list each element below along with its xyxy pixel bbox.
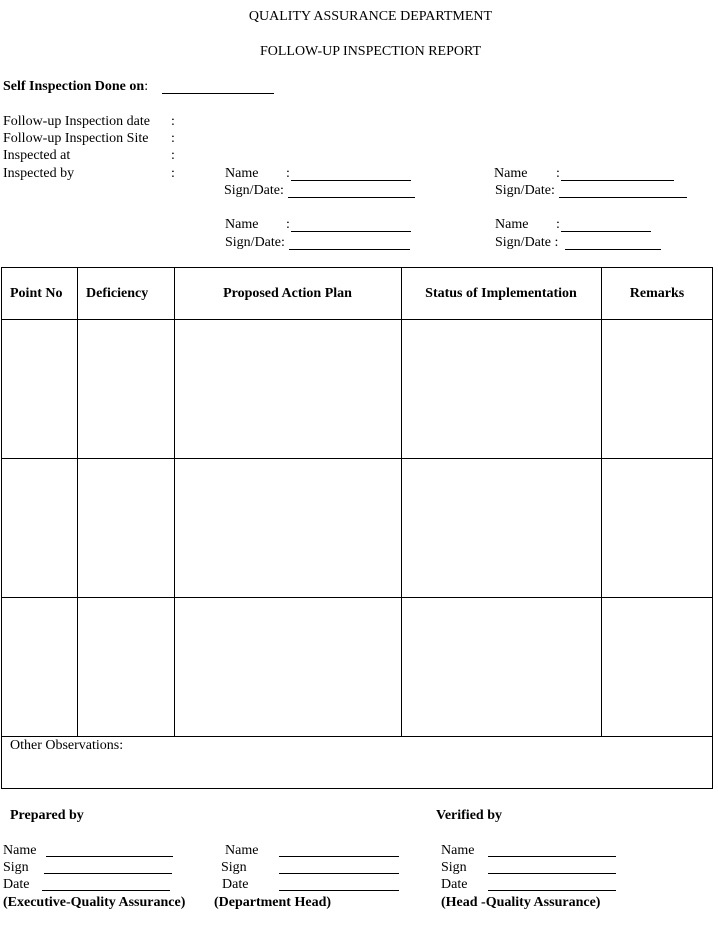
- detail-colon: :: [171, 131, 175, 146]
- column-header-action-plan: Proposed Action Plan: [223, 285, 352, 301]
- self-inspection-line: [3, 79, 148, 95]
- signatory-name-field[interactable]: [488, 856, 616, 857]
- signatory-date-field[interactable]: [488, 890, 616, 891]
- prepared-by-heading: Prepared by: [10, 808, 84, 823]
- inspector-name-label: Name: [225, 166, 259, 181]
- signatory-name-label: Name: [3, 843, 37, 858]
- signatory-sign-label: Sign: [221, 860, 247, 875]
- signatory-sign-field[interactable]: [279, 873, 399, 874]
- inspector-name-colon: :: [286, 166, 290, 181]
- table-row[interactable]: [1, 320, 713, 458]
- signatory-name-field[interactable]: [46, 856, 173, 857]
- column-header-point-no: Point No: [10, 285, 63, 301]
- table-row-divider: [1, 736, 713, 737]
- inspector-sign-label: Sign/Date :: [495, 235, 559, 250]
- inspector-sign-field[interactable]: [289, 249, 410, 250]
- inspector-name-field[interactable]: [291, 180, 411, 181]
- signatory-role: (Executive-Quality Assurance): [3, 895, 186, 910]
- column-header-deficiency: Deficiency: [86, 285, 149, 301]
- detail-label-followup-date: Follow-up Inspection date: [3, 114, 150, 129]
- inspector-name-label: Name: [225, 217, 259, 232]
- signatory-date-label: Date: [222, 877, 249, 892]
- deficiency-table: [1, 267, 713, 789]
- inspector-name-colon: :: [556, 217, 560, 232]
- inspector-name-field[interactable]: [561, 180, 674, 181]
- signatory-role: (Head -Quality Assurance): [441, 895, 601, 910]
- column-header-status: Status of Implementation: [425, 285, 577, 301]
- inspector-sign-field[interactable]: [559, 197, 687, 198]
- report-title: FOLLOW-UP INSPECTION REPORT: [259, 44, 482, 59]
- signatory-sign-label: Sign: [441, 860, 467, 875]
- detail-label-inspected-by: Inspected by: [3, 166, 75, 181]
- signatory-date-field[interactable]: [279, 890, 399, 891]
- self-inspection-date-field[interactable]: [162, 93, 274, 94]
- inspector-sign-label: Sign/Date:: [224, 183, 284, 198]
- inspector-sign-field[interactable]: [565, 249, 661, 250]
- verified-by-heading: Verified by: [436, 808, 502, 823]
- inspector-sign-label: Sign/Date:: [495, 183, 555, 198]
- inspector-name-colon: :: [556, 166, 560, 181]
- inspector-name-label: Name: [494, 166, 528, 181]
- detail-colon: :: [171, 166, 175, 181]
- signatory-date-field[interactable]: [42, 890, 170, 891]
- signatory-name-label: Name: [225, 843, 259, 858]
- table-row[interactable]: [1, 598, 713, 736]
- detail-colon: :: [171, 114, 175, 129]
- signatory-sign-label: Sign: [3, 860, 29, 875]
- table-row[interactable]: [1, 459, 713, 597]
- inspector-sign-field[interactable]: [288, 197, 415, 198]
- inspector-name-field[interactable]: [561, 231, 651, 232]
- signatory-sign-field[interactable]: [488, 873, 616, 874]
- signatory-name-label: Name: [441, 843, 475, 858]
- other-observations-label: Other Observations:: [10, 738, 124, 753]
- inspector-sign-label: Sign/Date:: [225, 235, 285, 250]
- department-title: QUALITY ASSURANCE DEPARTMENT: [248, 9, 493, 24]
- self-inspection-label: Self Inspection Done on: [3, 79, 145, 94]
- self-inspection-colon: :: [144, 79, 149, 94]
- signatory-sign-field[interactable]: [44, 873, 172, 874]
- signatory-date-label: Date: [441, 877, 468, 892]
- inspector-name-colon: :: [286, 217, 290, 232]
- signatory-name-field[interactable]: [279, 856, 399, 857]
- signatory-role: (Department Head): [214, 895, 332, 910]
- inspector-name-field[interactable]: [291, 231, 411, 232]
- column-header-remarks: Remarks: [629, 285, 685, 301]
- detail-colon: :: [171, 148, 175, 163]
- detail-label-followup-site: Follow-up Inspection Site: [3, 131, 149, 146]
- detail-label-inspected-at: Inspected at: [3, 148, 71, 163]
- inspector-name-label: Name: [495, 217, 529, 232]
- signatory-date-label: Date: [3, 877, 30, 892]
